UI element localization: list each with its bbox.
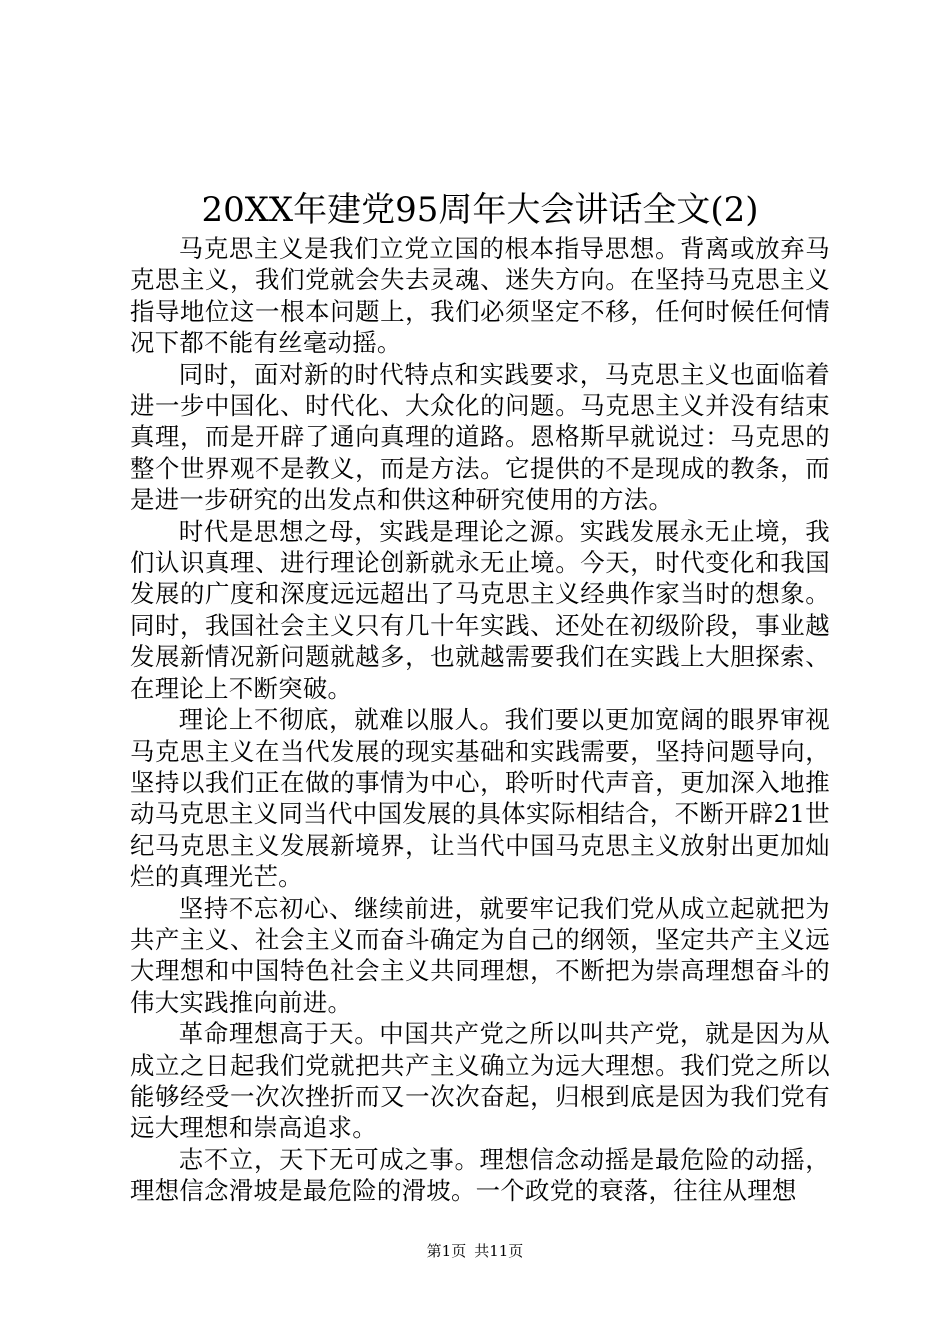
document-body xyxy=(130,233,830,1207)
paragraph: 志不立，天下无可成之事。理想信念动摇是最危险的动摇，理想信念滑坡是最危险的滑坡。一个政党的衰落，往往从理想 xyxy=(130,1144,830,1206)
paragraph: 时代是思想之母，实践是理论之源。实践发展永无止境，我们认识真理、进行理论创新就永无止境。今天，时代变化和我国发展的广度和深度远远超出了马克思主义经典作家当时的想象。同时，我国社会主义只有几十年实践、还处在初级阶段，事业越发展新情况新问题就越多，也就越需要我们在实践上大胆探索、在理论上不断突破。 xyxy=(130,516,830,703)
paragraph: 理论上不彻底，就难以服人。我们要以更加宽阔的眼界审视马克思主义在当代发展的现实基础和实践需要，坚持问题导向，坚持以我们正在做的事情为中心，聆听时代声音，更加深入地推动马克思主义同当代中国发展的具体实际相结合，不断开辟21世纪马克思主义发展新境界，让当代中国马克思主义放射出更加灿烂的真理光芒。 xyxy=(130,705,830,892)
paragraph: 革命理想高于天。中国共产党之所以叫共产党，就是因为从成立之日起我们党就把共产主义确立为远大理想。我们党之所以能够经受一次次挫折而又一次次奋起，归根到底是因为我们党有远大理想和崇高追求。 xyxy=(130,1019,830,1143)
page-footer xyxy=(0,1241,950,1261)
paragraph: 坚持不忘初心、继续前进，就要牢记我们党从成立起就把为共产主义、社会主义而奋斗确定为自己的纲领，坚定共产主义远大理想和中国特色社会主义共同理想，不断把为崇高理想奋斗的伟大实践推向前进。 xyxy=(130,893,830,1017)
document-title: 20XX年建党95周年大会讲话全文(2) xyxy=(201,190,759,230)
page-number: 第1页 xyxy=(426,1242,467,1260)
paragraph: 马克思主义是我们立党立国的根本指导思想。背离或放弃马克思主义，我们党就会失去灵魂、迷失方向。在坚持马克思主义指导地位这一根本问题上，我们必须坚定不移，任何时候任何情况下都不能有丝毫动摇。 xyxy=(130,234,830,358)
page-total: 共11页 xyxy=(474,1242,524,1260)
paragraph: 同时，面对新的时代特点和实践要求，马克思主义也面临着进一步中国化、时代化、大众化的问题。马克思主义并没有结束真理，而是开辟了通向真理的道路。恩格斯早就说过：马克思的整个世界观不是教义，而是方法。它提供的不是现成的教条，而是进一步研究的出发点和供这种研究使用的方法。 xyxy=(130,359,830,515)
